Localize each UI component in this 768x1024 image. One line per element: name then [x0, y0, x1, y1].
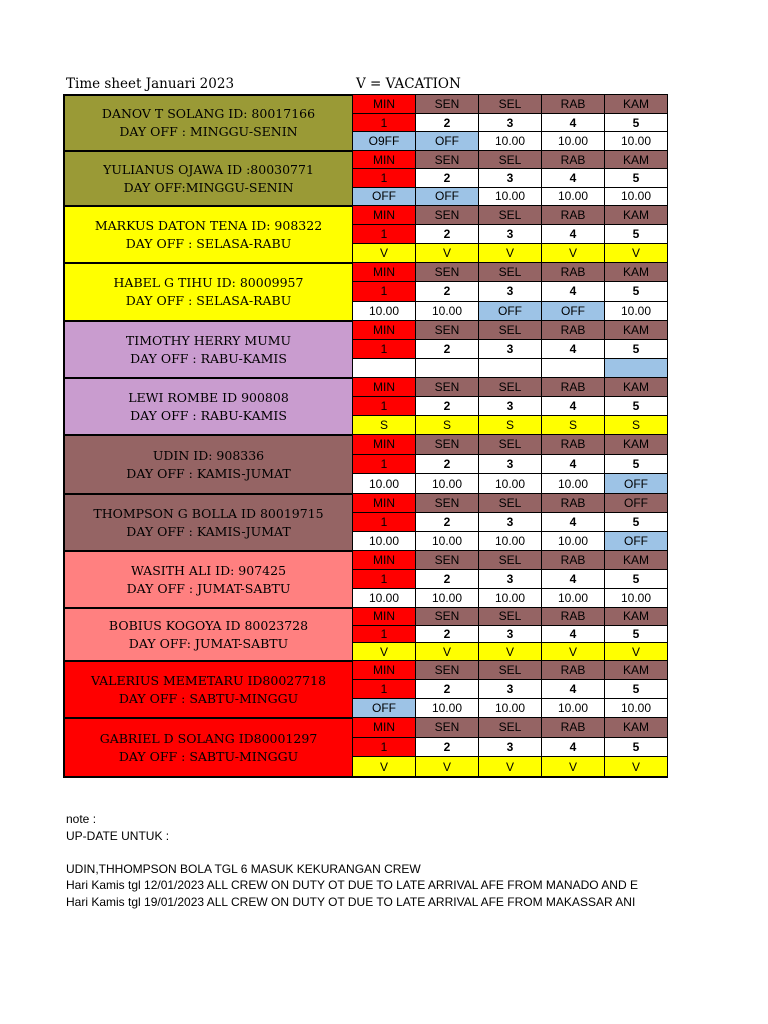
day-header-cell: SEL: [479, 378, 542, 397]
date-cell: 2: [416, 169, 479, 187]
day-header-row: [353, 95, 667, 114]
day-header-cell: SEL: [479, 151, 542, 169]
day-header-row: [353, 608, 667, 626]
hours-cell: 10.00: [542, 188, 605, 206]
employee-name: TIMOTHY HERRY MUMU: [125, 332, 292, 348]
date-row: [353, 680, 667, 699]
hours-cell: 10.00: [542, 699, 605, 718]
date-cell: 3: [479, 455, 542, 475]
date-cell: 2: [416, 570, 479, 589]
day-header-cell: RAB: [542, 661, 605, 680]
date-cell: 3: [479, 626, 542, 644]
hours-cell: V: [479, 244, 542, 263]
date-cell: 5: [605, 282, 667, 301]
hours-cell: [542, 359, 605, 378]
employee-name: DANOV T SOLANG ID: 80017166: [101, 106, 316, 121]
hours-cell: O9FF: [353, 132, 416, 151]
day-header-cell: MIN: [353, 435, 416, 455]
hours-row: [353, 532, 667, 551]
date-cell: 5: [605, 455, 667, 475]
day-header-cell: MIN: [353, 263, 416, 282]
hours-cell: 10.00: [479, 699, 542, 718]
day-header-row: [353, 378, 667, 397]
day-header-cell: RAB: [542, 263, 605, 282]
employee-record: [64, 661, 667, 718]
day-header-cell: SEN: [416, 263, 479, 282]
day-header-cell: KAM: [605, 378, 667, 397]
hours-cell: V: [353, 244, 416, 263]
hours-row: [353, 302, 667, 321]
hours-cell: V: [605, 244, 667, 263]
date-cell: 3: [479, 397, 542, 416]
date-cell: 1: [353, 513, 416, 532]
day-header-cell: SEL: [479, 494, 542, 513]
note-line: Hari Kamis tgl 12/01/2023 ALL CREW ON DUTY OT DUE TO LATE ARRIVAL AFE FROM MANADO AND E: [66, 878, 638, 892]
employee-name-cell: [64, 263, 353, 321]
employee-record: [64, 378, 667, 435]
employee-day-off: DAY OFF : SABTU-MINGGU: [118, 748, 299, 764]
hours-cell: V: [479, 643, 542, 661]
note-line: UP-DATE UNTUK :: [66, 828, 170, 843]
hours-cell: 10.00: [605, 302, 667, 321]
day-header-cell: SEL: [479, 321, 542, 340]
date-cell: 4: [542, 282, 605, 301]
date-cell: 2: [416, 738, 479, 758]
date-cell: 4: [542, 340, 605, 359]
day-header-cell: KAM: [605, 263, 667, 282]
day-header-cell: RAB: [542, 151, 605, 169]
employee-name: HABEL G TIHU ID: 80009957: [113, 275, 304, 290]
hours-row: [353, 474, 667, 494]
day-header-cell: KAM: [605, 206, 667, 225]
employee-record: [64, 151, 667, 206]
hours-cell: 10.00: [416, 474, 479, 494]
day-grid: [353, 551, 667, 608]
date-cell: 3: [479, 513, 542, 532]
employee-name-cell: [64, 551, 353, 608]
day-header-cell: OFF: [605, 494, 667, 513]
hours-cell: 10.00: [605, 699, 667, 718]
day-header-cell: SEL: [479, 263, 542, 282]
date-row: [353, 340, 667, 359]
day-grid: [353, 494, 667, 551]
day-header-cell: KAM: [605, 718, 667, 738]
hours-row: [353, 416, 667, 435]
day-header-cell: KAM: [605, 321, 667, 340]
date-row: [353, 114, 667, 133]
day-header-cell: SEN: [416, 321, 479, 340]
day-header-cell: KAM: [605, 661, 667, 680]
date-cell: 4: [542, 570, 605, 589]
hours-cell: [353, 359, 416, 378]
day-header-cell: RAB: [542, 435, 605, 455]
date-row: [353, 570, 667, 589]
hours-cell: 10.00: [479, 188, 542, 206]
day-header-row: [353, 206, 667, 225]
day-header-cell: MIN: [353, 206, 416, 225]
hours-row: [353, 589, 667, 608]
day-header-cell: SEN: [416, 95, 479, 114]
employee-name: LEWI ROMBE ID 900808: [128, 389, 289, 405]
employee-record: [64, 435, 667, 494]
day-header-cell: MIN: [353, 151, 416, 169]
hours-cell: V: [479, 757, 542, 777]
hours-cell: V: [353, 643, 416, 661]
day-grid: [353, 435, 667, 494]
day-header-cell: MIN: [353, 378, 416, 397]
employee-name-cell: [64, 661, 353, 718]
employee-record: [64, 263, 667, 321]
hours-cell: 10.00: [416, 302, 479, 321]
date-cell: 3: [479, 225, 542, 244]
note-line: [66, 844, 668, 861]
date-row: [353, 513, 667, 532]
hours-cell: V: [542, 643, 605, 661]
date-cell: 4: [542, 114, 605, 133]
hours-cell: S: [479, 416, 542, 435]
day-header-cell: MIN: [353, 551, 416, 570]
employee-name: GABRIEL D SOLANG ID80001297: [99, 730, 318, 746]
hours-cell: OFF: [353, 188, 416, 206]
date-cell: 4: [542, 455, 605, 475]
employee-day-off: DAY OFF : SELASA-RABU: [125, 293, 292, 308]
hours-cell: V: [353, 757, 416, 777]
day-header-cell: SEN: [416, 551, 479, 570]
day-header-cell: SEN: [416, 151, 479, 169]
day-grid: [353, 661, 667, 718]
date-cell: 1: [353, 340, 416, 359]
day-grid: [353, 263, 667, 321]
date-cell: 1: [353, 397, 416, 416]
hours-cell: [416, 359, 479, 378]
day-header-cell: SEL: [479, 206, 542, 225]
date-cell: 1: [353, 225, 416, 244]
date-cell: 1: [353, 738, 416, 758]
date-cell: 4: [542, 626, 605, 644]
hours-cell: 10.00: [353, 474, 416, 494]
day-header-cell: KAM: [605, 435, 667, 455]
day-header-row: [353, 263, 667, 282]
employee-name: THOMPSON G BOLLA ID 80019715: [93, 505, 324, 521]
day-grid: [353, 718, 667, 777]
day-header-cell: KAM: [605, 608, 667, 626]
hours-row: [353, 188, 667, 206]
employee-day-off: DAY OFF : MINGGU-SENIN: [119, 124, 298, 139]
hours-cell: [479, 359, 542, 378]
employee-name-cell: [64, 718, 353, 777]
date-cell: 1: [353, 114, 416, 133]
day-grid: [353, 95, 667, 151]
hours-row: [353, 643, 667, 661]
day-header-cell: RAB: [542, 321, 605, 340]
employee-day-off: DAY OFF : KAMIS-JUMAT: [126, 523, 291, 539]
hours-cell: V: [416, 757, 479, 777]
note-line: note :: [66, 812, 97, 826]
day-header-row: [353, 551, 667, 570]
day-header-cell: SEN: [416, 378, 479, 397]
day-header-cell: RAB: [542, 718, 605, 738]
date-row: [353, 455, 667, 475]
day-header-cell: SEN: [416, 718, 479, 738]
day-header-cell: MIN: [353, 321, 416, 340]
employee-record: [64, 206, 667, 263]
employee-record: [64, 718, 667, 777]
employee-day-off: DAY OFF:MINGGU-SENIN: [123, 179, 294, 195]
day-header-cell: MIN: [353, 718, 416, 738]
day-header-cell: SEN: [416, 661, 479, 680]
date-cell: 3: [479, 114, 542, 133]
hours-cell: OFF: [416, 188, 479, 206]
employee-name: MARKUS DATON TENA ID: 908322: [94, 217, 323, 233]
employee-name-cell: [64, 435, 353, 494]
hours-row: [353, 359, 667, 378]
day-header-cell: SEL: [479, 608, 542, 626]
hours-row: [353, 244, 667, 263]
hours-cell: 10.00: [605, 132, 667, 151]
employee-day-off: DAY OFF : KAMIS-JUMAT: [126, 465, 291, 481]
note-line: UDIN,THHOMPSON BOLA TGL 6 MASUK KEKURANGAN CREW: [66, 861, 421, 876]
hours-cell: 10.00: [353, 589, 416, 608]
date-cell: 2: [416, 513, 479, 532]
day-header-cell: RAB: [542, 95, 605, 114]
employee-day-off: DAY OFF : RABU-KAMIS: [130, 350, 287, 366]
hours-cell: 10.00: [479, 474, 542, 494]
hours-cell: OFF: [605, 532, 667, 551]
date-cell: 4: [542, 680, 605, 699]
day-header-cell: MIN: [353, 661, 416, 680]
date-cell: 4: [542, 513, 605, 532]
date-cell: 5: [605, 513, 667, 532]
date-cell: 5: [605, 570, 667, 589]
hours-cell: 10.00: [605, 589, 667, 608]
employee-name: BOBIUS KOGOYA ID 80023728: [108, 617, 309, 633]
hours-row: [353, 132, 667, 151]
date-cell: 1: [353, 455, 416, 475]
date-cell: 5: [605, 738, 667, 758]
day-header-cell: SEN: [416, 435, 479, 455]
hours-cell: 10.00: [416, 589, 479, 608]
employee-record: [64, 321, 667, 378]
employee-name-cell: [64, 378, 353, 435]
note-line: Hari Kamis tgl 19/01/2023 ALL CREW ON DUTY OT DUE TO LATE ARRIVAL AFE FROM MAKASSAR ANI: [66, 894, 636, 909]
hours-cell: 10.00: [542, 474, 605, 494]
day-grid: [353, 206, 667, 263]
date-cell: 5: [605, 680, 667, 699]
employee-day-off: DAY OFF : JUMAT-SABTU: [126, 580, 291, 596]
day-header-row: [353, 151, 667, 169]
hours-cell: V: [605, 757, 667, 777]
day-header-cell: SEN: [416, 608, 479, 626]
date-cell: 1: [353, 282, 416, 301]
date-cell: 1: [353, 680, 416, 699]
hours-cell: V: [416, 643, 479, 661]
employee-name: UDIN ID: 908336: [152, 447, 265, 463]
employee-name-cell: [64, 95, 353, 151]
date-cell: 2: [416, 340, 479, 359]
date-cell: 3: [479, 282, 542, 301]
date-cell: 5: [605, 114, 667, 133]
hours-cell: S: [605, 416, 667, 435]
vacation-legend: V = VACATION: [356, 76, 461, 92]
date-cell: 4: [542, 738, 605, 758]
employee-record: [64, 551, 667, 608]
notes-section: [66, 811, 668, 910]
date-cell: 5: [605, 225, 667, 244]
day-header-row: [353, 321, 667, 340]
day-header-cell: RAB: [542, 551, 605, 570]
hours-cell: 10.00: [353, 302, 416, 321]
day-header-cell: KAM: [605, 95, 667, 114]
date-cell: 4: [542, 169, 605, 187]
day-header-cell: SEN: [416, 206, 479, 225]
date-cell: 3: [479, 680, 542, 699]
date-row: [353, 282, 667, 301]
hours-cell: 10.00: [479, 132, 542, 151]
hours-cell: S: [353, 416, 416, 435]
date-cell: 2: [416, 282, 479, 301]
date-cell: 5: [605, 169, 667, 187]
hours-cell: OFF: [605, 474, 667, 494]
hours-cell: 10.00: [542, 589, 605, 608]
day-header-cell: KAM: [605, 551, 667, 570]
employee-day-off: DAY OFF: JUMAT-SABTU: [128, 635, 289, 651]
day-header-cell: SEN: [416, 494, 479, 513]
date-cell: 3: [479, 738, 542, 758]
date-cell: 5: [605, 340, 667, 359]
employee-record: [64, 494, 667, 551]
hours-cell: 10.00: [416, 532, 479, 551]
day-header-cell: MIN: [353, 494, 416, 513]
hours-cell: [605, 359, 667, 378]
date-cell: 1: [353, 570, 416, 589]
day-header-cell: RAB: [542, 206, 605, 225]
employee-day-off: DAY OFF : SELASA-RABU: [125, 235, 292, 251]
hours-cell: OFF: [542, 302, 605, 321]
date-cell: 2: [416, 225, 479, 244]
timesheet-table: [63, 94, 668, 778]
day-header-cell: MIN: [353, 95, 416, 114]
hours-cell: 10.00: [542, 532, 605, 551]
date-cell: 2: [416, 114, 479, 133]
day-header-cell: RAB: [542, 608, 605, 626]
day-header-cell: SEL: [479, 661, 542, 680]
employee-record: [64, 95, 667, 151]
hours-cell: 10.00: [542, 132, 605, 151]
hours-cell: V: [605, 643, 667, 661]
day-header-row: [353, 661, 667, 680]
hours-cell: OFF: [416, 132, 479, 151]
day-header-row: [353, 494, 667, 513]
day-header-cell: SEL: [479, 95, 542, 114]
day-header-cell: MIN: [353, 608, 416, 626]
date-row: [353, 169, 667, 187]
date-row: [353, 225, 667, 244]
date-cell: 5: [605, 626, 667, 644]
date-cell: 5: [605, 397, 667, 416]
day-header-cell: KAM: [605, 151, 667, 169]
hours-cell: S: [542, 416, 605, 435]
hours-cell: S: [416, 416, 479, 435]
date-cell: 3: [479, 169, 542, 187]
sheet-title: Time sheet Januari 2023: [66, 76, 235, 92]
hours-cell: OFF: [479, 302, 542, 321]
hours-cell: V: [416, 244, 479, 263]
day-grid: [353, 608, 667, 661]
hours-cell: 10.00: [605, 188, 667, 206]
date-cell: 2: [416, 397, 479, 416]
employee-name: YULIANUS OJAWA ID :80030771: [103, 161, 314, 177]
date-cell: 3: [479, 570, 542, 589]
day-header-cell: SEL: [479, 551, 542, 570]
hours-cell: V: [542, 244, 605, 263]
hours-cell: 10.00: [479, 532, 542, 551]
date-cell: 2: [416, 680, 479, 699]
day-header-cell: SEL: [479, 718, 542, 738]
day-grid: [353, 151, 667, 206]
date-row: [353, 626, 667, 644]
day-grid: [353, 378, 667, 435]
employee-name-cell: [64, 608, 353, 661]
employee-name-cell: [64, 321, 353, 378]
employee-day-off: DAY OFF : SABTU-MINGGU: [118, 690, 299, 706]
employee-record: [64, 608, 667, 661]
date-cell: 4: [542, 397, 605, 416]
employee-name-cell: [64, 494, 353, 551]
day-header-row: [353, 718, 667, 738]
date-cell: 3: [479, 340, 542, 359]
date-row: [353, 397, 667, 416]
employee-day-off: DAY OFF : RABU-KAMIS: [130, 407, 287, 423]
date-cell: 1: [353, 626, 416, 644]
day-header-cell: RAB: [542, 378, 605, 397]
date-row: [353, 738, 667, 758]
employee-name-cell: [64, 206, 353, 263]
hours-cell: 10.00: [479, 589, 542, 608]
date-cell: 2: [416, 455, 479, 475]
hours-cell: 10.00: [416, 699, 479, 718]
date-cell: 1: [353, 169, 416, 187]
day-grid: [353, 321, 667, 378]
hours-row: [353, 699, 667, 718]
hours-row: [353, 757, 667, 777]
day-header-row: [353, 435, 667, 455]
employee-name: WASITH ALI ID: 907425: [130, 562, 287, 578]
date-cell: 2: [416, 626, 479, 644]
hours-cell: V: [542, 757, 605, 777]
hours-cell: 10.00: [353, 532, 416, 551]
employee-name: VALERIUS MEMETARU ID80027718: [90, 672, 327, 688]
date-cell: 4: [542, 225, 605, 244]
employee-name-cell: [64, 151, 353, 206]
day-header-cell: RAB: [542, 494, 605, 513]
day-header-cell: SEL: [479, 435, 542, 455]
hours-cell: OFF: [353, 699, 416, 718]
